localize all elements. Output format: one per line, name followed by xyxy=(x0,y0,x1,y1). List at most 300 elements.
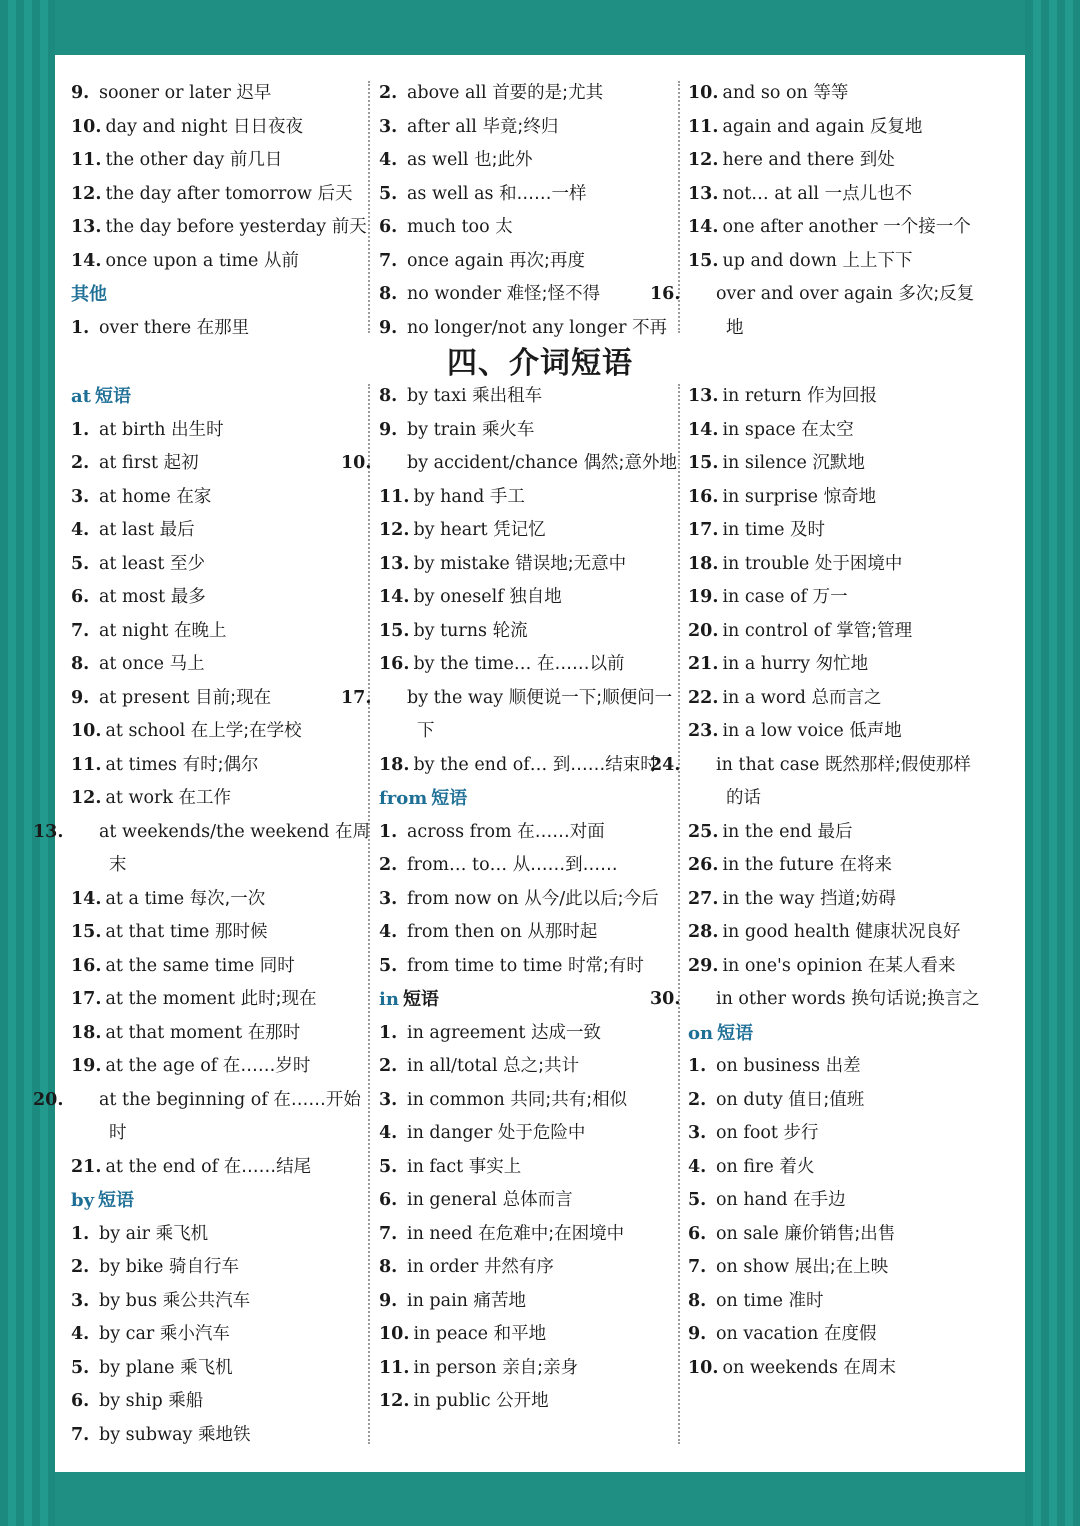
english-phrase: by heart xyxy=(413,520,488,540)
phrase-item xyxy=(688,1285,988,1319)
chinese-meaning: 沉默地 xyxy=(812,453,865,473)
item-number: 21. xyxy=(71,1156,102,1177)
group-heading-suffix: 短语 xyxy=(98,1190,135,1211)
chinese-meaning: 每次,一次 xyxy=(189,888,266,909)
phrase-item xyxy=(688,1151,988,1185)
chinese-meaning: 有时;偶尔 xyxy=(182,754,259,775)
item-number: 14. xyxy=(71,250,102,271)
top-column-1 xyxy=(71,77,371,345)
page-paper xyxy=(33,55,1025,1472)
item-number: 13. xyxy=(688,386,719,406)
item-number: 10. xyxy=(379,1324,410,1344)
phrase-item xyxy=(71,1285,371,1319)
english-phrase: from now on xyxy=(407,888,519,909)
chinese-meaning: 从……到…… xyxy=(512,855,618,875)
chinese-meaning: 后天 xyxy=(317,183,353,204)
item-number: 7. xyxy=(71,1424,90,1445)
english-phrase: no longer/not any longer xyxy=(407,317,627,338)
phrase-item xyxy=(379,749,679,783)
item-number: 10. xyxy=(71,721,102,741)
english-phrase: in a word xyxy=(722,687,806,708)
phrase-item xyxy=(688,144,988,178)
item-number: 30. xyxy=(650,989,681,1009)
chinese-meaning: 顺便说一下;顺便问一下 xyxy=(417,687,673,741)
phrase-item xyxy=(688,1184,988,1218)
chinese-meaning: 亲自;亲身 xyxy=(502,1357,579,1378)
item-number: 10. xyxy=(688,83,719,103)
item-number: 14. xyxy=(379,587,410,607)
english-phrase: at first xyxy=(99,453,159,473)
phrase-item xyxy=(688,849,988,883)
english-phrase: as well as xyxy=(407,183,494,204)
chinese-meaning: 在晚上 xyxy=(173,620,227,641)
chinese-meaning: 在某人看来 xyxy=(868,955,956,976)
phrase-item xyxy=(71,1419,371,1453)
item-number: 25. xyxy=(688,821,719,842)
chinese-meaning: 上上下下 xyxy=(842,250,913,271)
phrase-item xyxy=(379,1184,679,1218)
item-number: 10. xyxy=(341,453,372,473)
top-column-2 xyxy=(379,77,679,345)
english-phrase: by oneself xyxy=(413,587,504,607)
phrase-item xyxy=(71,481,371,515)
chinese-meaning: 至少 xyxy=(170,553,206,574)
phrase-item xyxy=(379,414,679,448)
english-phrase: at the moment xyxy=(105,989,236,1009)
item-number: 11. xyxy=(379,486,410,507)
item-number: 18. xyxy=(688,553,719,574)
english-phrase: from… to… xyxy=(407,855,508,875)
phrase-item xyxy=(379,144,679,178)
phrase-item xyxy=(688,77,988,111)
chinese-meaning: 太 xyxy=(495,217,513,237)
phrase-item xyxy=(379,1151,679,1185)
english-phrase: at most xyxy=(99,587,166,607)
chinese-meaning: 一点儿也不 xyxy=(824,183,913,204)
chinese-meaning: 乘地铁 xyxy=(197,1424,251,1445)
english-phrase: in the end xyxy=(722,821,812,842)
phrase-item xyxy=(71,1151,371,1185)
bottom-block xyxy=(33,380,1025,1460)
english-phrase: in other words xyxy=(716,989,846,1009)
phrase-item xyxy=(379,1352,679,1386)
english-phrase: in case of xyxy=(722,587,808,607)
item-number: 19. xyxy=(688,587,719,607)
phrase-item xyxy=(688,1352,988,1386)
left-stripe-border xyxy=(0,0,55,1526)
english-phrase: in trouble xyxy=(722,553,810,574)
phrase-item xyxy=(379,1318,679,1352)
chinese-meaning: 轮流 xyxy=(492,620,528,641)
chinese-meaning: 在上学;在学校 xyxy=(190,721,302,741)
item-number: 12. xyxy=(688,150,719,170)
item-number: 22. xyxy=(688,687,719,708)
english-phrase: on hand xyxy=(716,1190,788,1210)
english-phrase: in space xyxy=(722,419,796,440)
english-phrase: in all/total xyxy=(407,1056,498,1076)
chinese-meaning: 在……以前 xyxy=(537,654,625,674)
english-phrase: at home xyxy=(99,486,171,507)
item-number: 4. xyxy=(379,922,398,942)
english-phrase: in one's opinion xyxy=(722,955,863,976)
phrase-item xyxy=(379,1251,679,1285)
item-number: 8. xyxy=(688,1290,707,1311)
english-phrase: at present xyxy=(99,687,190,708)
english-phrase: by turns xyxy=(413,620,488,641)
chinese-meaning: 日日夜夜 xyxy=(232,116,303,137)
item-number: 20. xyxy=(33,1089,64,1110)
phrase-item xyxy=(688,916,988,950)
item-number: 4. xyxy=(379,1123,398,1143)
phrase-item xyxy=(650,749,988,816)
chinese-meaning: 井然有序 xyxy=(483,1257,554,1277)
item-number: 9. xyxy=(379,317,398,338)
item-number: 7. xyxy=(71,620,90,641)
chinese-meaning: 多次;反复地 xyxy=(726,284,975,338)
item-number: 4. xyxy=(688,1156,707,1177)
phrase-item xyxy=(688,481,988,515)
item-number: 10. xyxy=(688,1357,719,1378)
phrase-item xyxy=(379,816,679,850)
item-number: 3. xyxy=(379,1089,398,1110)
item-number: 5. xyxy=(379,183,398,204)
item-number: 2. xyxy=(71,1257,90,1277)
chinese-meaning: 凭记忆 xyxy=(493,520,546,540)
chinese-meaning: 总体而言 xyxy=(502,1190,573,1210)
chinese-meaning: 在……岁时 xyxy=(222,1056,311,1076)
group-heading xyxy=(379,782,679,816)
chinese-meaning: 既然那样;假使那样的话 xyxy=(726,754,971,808)
item-number: 14. xyxy=(688,217,719,237)
english-phrase: at the beginning of xyxy=(99,1089,268,1110)
english-phrase: much too xyxy=(407,217,490,237)
english-phrase: in danger xyxy=(407,1123,493,1143)
phrase-item xyxy=(71,548,371,582)
phrase-item xyxy=(379,481,679,515)
chinese-meaning: 难怪;怪不得 xyxy=(506,284,601,304)
phrase-item xyxy=(379,581,679,615)
chinese-meaning: 目前;现在 xyxy=(195,687,272,708)
phrase-item xyxy=(379,883,679,917)
chinese-meaning: 反复地 xyxy=(869,116,923,137)
chinese-meaning: 乘飞机 xyxy=(155,1223,209,1244)
phrase-item xyxy=(379,178,679,212)
chinese-meaning: 事实上 xyxy=(468,1156,522,1177)
group-heading-word: from xyxy=(379,788,428,809)
chinese-meaning: 手工 xyxy=(489,486,525,507)
item-number: 15. xyxy=(71,922,102,942)
item-number: 12. xyxy=(71,183,102,204)
chinese-meaning: 在周末 xyxy=(843,1357,897,1378)
english-phrase: at weekends/the weekend xyxy=(99,821,330,842)
item-number: 3. xyxy=(71,1290,90,1311)
item-number: 15. xyxy=(688,250,719,271)
item-number: 11. xyxy=(71,150,102,170)
item-number: 13. xyxy=(379,553,410,574)
english-phrase: above all xyxy=(407,83,487,103)
item-number: 2. xyxy=(379,83,398,103)
english-phrase: in need xyxy=(407,1223,473,1244)
phrase-item xyxy=(71,514,371,548)
english-phrase: at night xyxy=(99,620,169,641)
english-phrase: as well xyxy=(407,150,469,170)
chinese-meaning: 万一 xyxy=(812,587,848,607)
item-number: 11. xyxy=(688,116,719,137)
english-phrase: by hand xyxy=(413,486,485,507)
chinese-meaning: 和平地 xyxy=(493,1324,547,1344)
english-phrase: on show xyxy=(716,1257,790,1277)
english-phrase: in time xyxy=(722,520,785,540)
chinese-meaning: 痛苦地 xyxy=(473,1290,527,1311)
phrase-item xyxy=(688,1050,988,1084)
phrase-item xyxy=(379,1084,679,1118)
chinese-meaning: 再次;再度 xyxy=(509,250,585,271)
item-number: 3. xyxy=(379,888,398,909)
item-number: 9. xyxy=(688,1324,707,1344)
chinese-meaning: 一个接一个 xyxy=(883,217,971,237)
item-number: 1. xyxy=(379,1022,398,1043)
chinese-meaning: 展出;在上映 xyxy=(794,1257,889,1277)
english-phrase: on time xyxy=(716,1290,783,1311)
chinese-meaning: 在……开始时 xyxy=(109,1089,361,1143)
english-phrase: the day before yesterday xyxy=(105,217,327,237)
item-number: 5. xyxy=(688,1190,707,1210)
item-number: 7. xyxy=(379,1223,398,1244)
english-phrase: in surprise xyxy=(722,486,819,507)
english-phrase: in fact xyxy=(407,1156,464,1177)
english-phrase: in silence xyxy=(722,453,807,473)
chinese-meaning: 最多 xyxy=(170,587,206,607)
english-phrase: across from xyxy=(407,821,512,842)
english-phrase: on fire xyxy=(716,1156,774,1177)
item-number: 2. xyxy=(379,1056,398,1076)
chinese-meaning: 出生时 xyxy=(171,419,224,440)
phrase-item xyxy=(379,1385,679,1419)
chinese-meaning: 偶然;意外地 xyxy=(583,453,677,473)
english-phrase: in control of xyxy=(722,620,831,641)
item-number: 16. xyxy=(688,486,719,507)
item-number: 4. xyxy=(379,150,398,170)
item-number: 9. xyxy=(71,83,90,103)
english-phrase: at the same time xyxy=(105,955,255,976)
item-number: 26. xyxy=(688,855,719,875)
chinese-meaning: 乘飞机 xyxy=(180,1357,233,1378)
item-number: 24. xyxy=(650,754,681,775)
chinese-meaning: 最后 xyxy=(159,520,195,540)
section-title: 四、介词短语 xyxy=(447,346,633,381)
english-phrase: by the end of… xyxy=(413,754,548,775)
english-phrase: at a time xyxy=(105,888,185,909)
phrase-item xyxy=(71,1251,371,1285)
english-phrase: at birth xyxy=(99,419,166,440)
item-number: 16. xyxy=(379,654,410,674)
english-phrase: once again xyxy=(407,250,504,271)
item-number: 11. xyxy=(379,1357,410,1378)
chinese-meaning: 乘出租车 xyxy=(472,386,543,406)
item-number: 3. xyxy=(688,1123,707,1143)
chinese-meaning: 达成一致 xyxy=(530,1022,601,1043)
item-number: 11. xyxy=(71,754,102,775)
english-phrase: the other day xyxy=(105,150,225,170)
item-number: 17. xyxy=(688,520,719,540)
chinese-meaning: 最后 xyxy=(817,821,853,842)
item-number: 17. xyxy=(71,989,102,1009)
english-phrase: at school xyxy=(105,721,186,741)
phrase-item xyxy=(379,278,679,312)
phrase-item xyxy=(688,514,988,548)
item-number: 9. xyxy=(379,419,398,440)
english-phrase: by the way xyxy=(407,687,504,708)
chinese-meaning: 迟早 xyxy=(236,83,272,103)
chinese-meaning: 在度假 xyxy=(823,1324,877,1344)
item-number: 15. xyxy=(688,453,719,473)
phrase-item xyxy=(71,1017,371,1051)
english-phrase: one after another xyxy=(722,217,878,237)
phrase-item xyxy=(379,1017,679,1051)
phrase-item xyxy=(33,816,371,883)
chinese-meaning: 作为回报 xyxy=(807,386,878,406)
group-heading-word: on xyxy=(688,1022,714,1044)
english-phrase: on vacation xyxy=(716,1324,819,1344)
item-number: 12. xyxy=(71,788,102,808)
english-phrase: in person xyxy=(413,1357,497,1378)
chinese-meaning: 首要的是;尤其 xyxy=(492,83,604,103)
phrase-item xyxy=(341,682,679,749)
english-phrase: by plane xyxy=(99,1357,175,1378)
item-number: 6. xyxy=(379,1190,398,1210)
chinese-meaning: 掌管;管理 xyxy=(836,620,913,641)
phrase-item xyxy=(71,144,371,178)
chinese-meaning: 出差 xyxy=(825,1056,861,1076)
group-heading xyxy=(71,278,371,312)
group-heading xyxy=(379,983,679,1017)
item-number: 8. xyxy=(379,284,398,304)
english-phrase: again and again xyxy=(722,116,865,137)
phrase-item xyxy=(688,1251,988,1285)
english-phrase: by the time… xyxy=(413,654,532,674)
chinese-meaning: 前天 xyxy=(331,217,367,237)
phrase-item xyxy=(71,648,371,682)
chinese-meaning: 值日;值班 xyxy=(788,1089,865,1110)
english-phrase: on sale xyxy=(716,1223,779,1244)
phrase-item xyxy=(71,682,371,716)
phrase-item xyxy=(379,548,679,582)
chinese-meaning: 从今/此以后;今后 xyxy=(524,888,659,909)
english-phrase: day and night xyxy=(105,116,228,137)
bottom-column-3 xyxy=(650,380,988,1385)
phrase-item xyxy=(71,916,371,950)
english-phrase: by accident/chance xyxy=(407,453,578,473)
item-number: 1. xyxy=(379,821,398,842)
phrase-item xyxy=(71,77,371,111)
item-number: 5. xyxy=(71,1357,90,1378)
item-number: 10. xyxy=(71,116,102,137)
item-number: 9. xyxy=(379,1290,398,1311)
english-phrase: in return xyxy=(722,386,802,406)
phrase-item xyxy=(379,111,679,145)
chinese-meaning: 乘公共汽车 xyxy=(162,1290,251,1311)
phrase-item xyxy=(379,514,679,548)
phrase-item xyxy=(71,245,371,279)
item-number: 5. xyxy=(379,955,398,976)
chinese-meaning: 同时 xyxy=(259,955,295,976)
phrase-item xyxy=(71,883,371,917)
english-phrase: in general xyxy=(407,1190,498,1210)
phrase-item xyxy=(688,1117,988,1151)
english-phrase: in public xyxy=(413,1391,491,1411)
phrase-item xyxy=(341,447,679,481)
phrase-item xyxy=(688,414,988,448)
item-number: 27. xyxy=(688,888,719,909)
chinese-meaning: 低声地 xyxy=(849,721,902,741)
item-number: 13. xyxy=(33,821,64,842)
item-number: 19. xyxy=(71,1056,102,1076)
chinese-meaning: 在周末 xyxy=(109,821,370,875)
chinese-meaning: 在家 xyxy=(176,486,212,507)
english-phrase: and so on xyxy=(722,83,808,103)
english-phrase: over there xyxy=(99,317,192,338)
item-number: 3. xyxy=(379,116,398,137)
phrase-item xyxy=(71,178,371,212)
phrase-item xyxy=(688,615,988,649)
phrase-item xyxy=(71,715,371,749)
phrase-item xyxy=(379,1050,679,1084)
english-phrase: in agreement xyxy=(407,1022,526,1043)
group-heading-word: by xyxy=(71,1190,95,1211)
english-phrase: at the end of xyxy=(105,1156,219,1177)
english-phrase: after all xyxy=(407,116,477,137)
phrase-item xyxy=(379,849,679,883)
chinese-meaning: 在危难中;在困境中 xyxy=(478,1223,625,1244)
english-phrase: by car xyxy=(99,1324,155,1344)
chinese-meaning: 骑自行车 xyxy=(169,1257,239,1277)
english-phrase: in order xyxy=(407,1257,479,1277)
english-phrase: in pain xyxy=(407,1290,468,1311)
english-phrase: in common xyxy=(407,1089,505,1110)
item-number: 1. xyxy=(688,1056,707,1076)
phrase-item xyxy=(688,1218,988,1252)
chinese-meaning: 总之;共计 xyxy=(503,1056,580,1076)
english-phrase: on business xyxy=(716,1056,821,1076)
phrase-item xyxy=(379,1218,679,1252)
english-phrase: in a low voice xyxy=(722,721,844,741)
english-phrase: in good health xyxy=(722,922,850,942)
english-phrase: by subway xyxy=(99,1424,193,1445)
phrase-item xyxy=(688,883,988,917)
chinese-meaning: 毕竟;终归 xyxy=(482,116,559,137)
group-heading xyxy=(71,380,371,414)
phrase-item xyxy=(688,211,988,245)
phrase-item xyxy=(688,380,988,414)
top-block xyxy=(55,77,1025,337)
item-number: 1. xyxy=(71,419,90,440)
phrase-item xyxy=(379,916,679,950)
chinese-meaning: 共同;共有;相似 xyxy=(510,1089,628,1110)
group-heading-word: 其他 xyxy=(71,284,107,305)
english-phrase: at the age of xyxy=(105,1056,218,1076)
item-number: 7. xyxy=(688,1257,707,1277)
item-number: 23. xyxy=(688,721,719,741)
phrase-item xyxy=(650,983,988,1017)
chinese-meaning: 乘火车 xyxy=(481,419,535,440)
phrase-item xyxy=(71,1218,371,1252)
chinese-meaning: 乘小汽车 xyxy=(159,1324,230,1344)
bottom-column-2 xyxy=(341,380,679,1419)
phrase-item xyxy=(71,111,371,145)
english-phrase: by mistake xyxy=(413,553,510,574)
phrase-item xyxy=(71,581,371,615)
chinese-meaning: 在将来 xyxy=(839,855,892,875)
